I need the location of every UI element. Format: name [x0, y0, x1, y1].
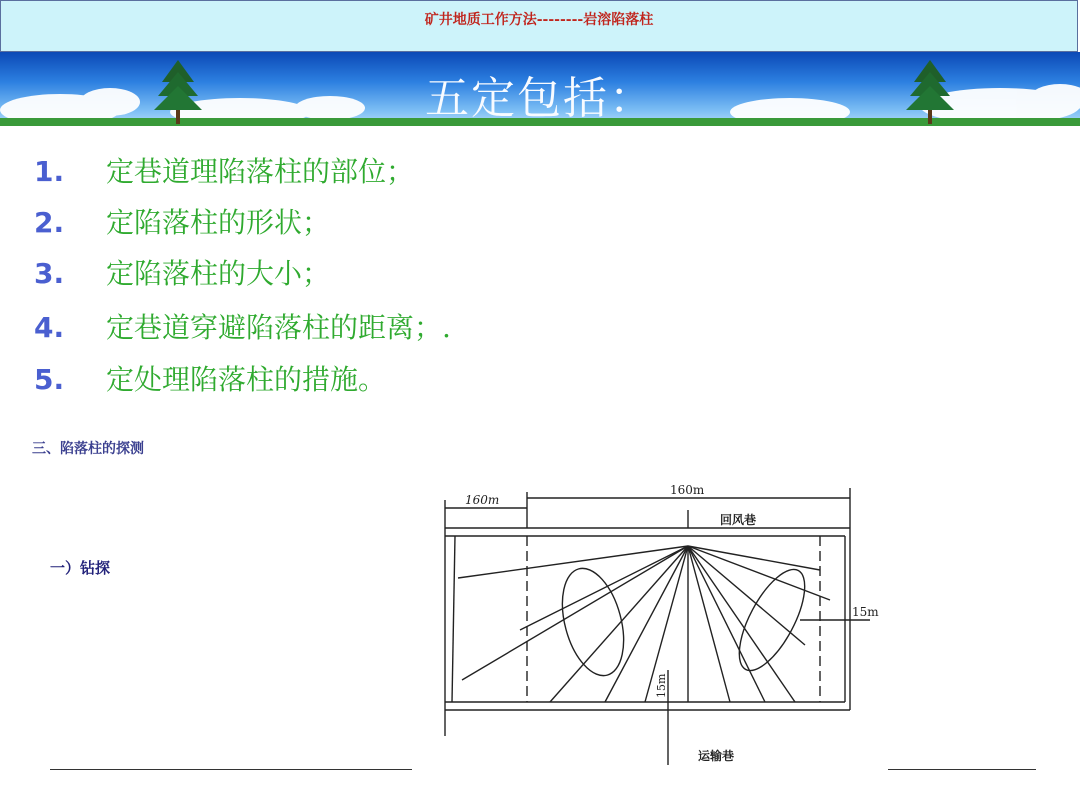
list-text: 定陷落柱的大小；: [106, 257, 331, 290]
section-title: 三、陷落柱的探测: [32, 441, 144, 457]
list-item: [34, 150, 414, 190]
divider: [50, 769, 412, 770]
list-item: [34, 252, 330, 292]
list-item: [34, 358, 386, 398]
list-number: 1.: [34, 155, 65, 188]
divider: [888, 769, 1036, 770]
list-text: 定巷道穿避陷落柱的距离；.: [106, 311, 451, 344]
title-banner: [0, 52, 1080, 126]
subsection-title: 一）钻探: [50, 559, 111, 577]
header-title: 矿井地质工作方法--------岩溶陷落柱: [424, 12, 654, 28]
roadway-label: 回风巷: [720, 513, 757, 527]
list-number: 3.: [34, 257, 65, 290]
slide-title: 五定包括：: [425, 73, 655, 124]
header-bar: [0, 0, 1078, 52]
list-number: 4.: [34, 311, 65, 344]
list-text: 定陷落柱的形状；: [106, 206, 331, 239]
dimension-label: 160m: [670, 483, 705, 497]
list-text: 定巷道理陷落柱的部位；: [106, 155, 415, 188]
list-item: [34, 306, 451, 346]
dimension-label: 15m: [655, 673, 668, 698]
roadway-label: 运输巷: [698, 749, 735, 763]
dimension-label: 15m: [852, 605, 879, 619]
list-item: [34, 201, 330, 241]
dimension-label: 160m: [465, 493, 500, 507]
drilling-diagram: [420, 470, 890, 770]
list-number: 5.: [34, 363, 65, 396]
list-number: 2.: [34, 206, 65, 239]
list-text: 定处理陷落柱的措施。: [106, 363, 387, 396]
